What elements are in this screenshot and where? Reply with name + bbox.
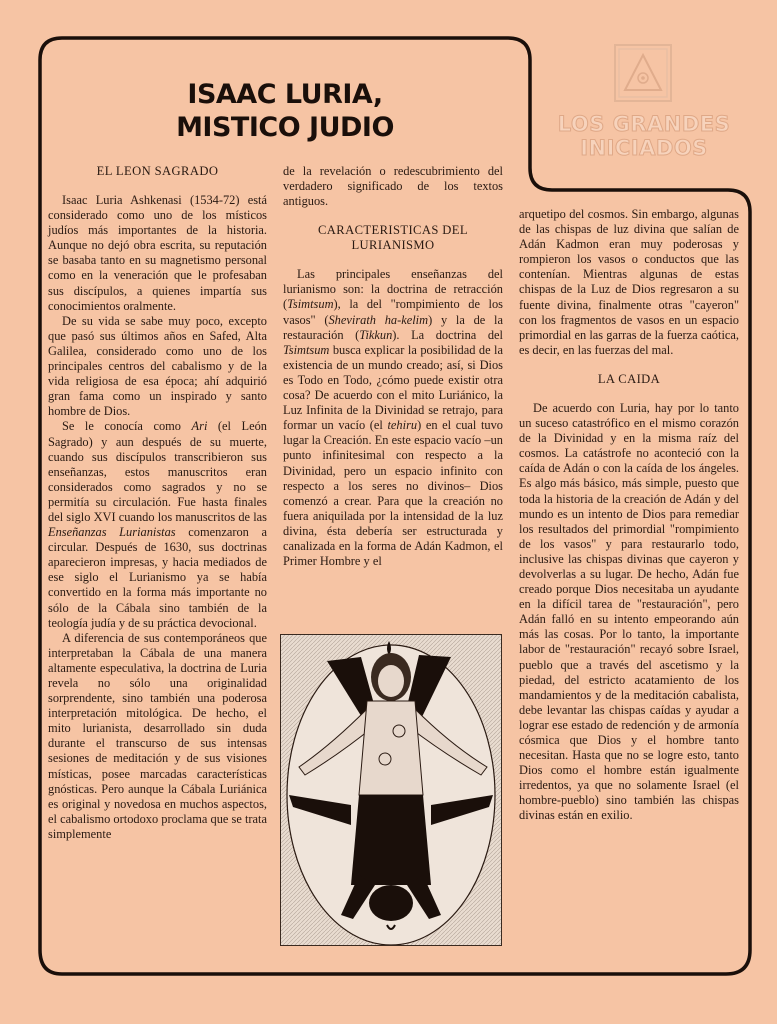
paragraph (48, 419, 267, 630)
paragraph: de la revelación o redescubrimiento del verdadero significado de los textos antiguos. (283, 164, 503, 209)
article-title-line2: MISTICO JUDIO (176, 112, 394, 143)
text-run: ). La doctrina del (392, 327, 503, 342)
emphasis-tsimtsum-2: Tsimtsum (283, 342, 330, 357)
paragraph (283, 267, 503, 569)
section-heading-leon-sagrado: EL LEON SAGRADO (96, 164, 219, 178)
series-title (544, 112, 744, 160)
emphasis-tehiru: tehiru (387, 418, 418, 433)
section-heading-caracteristicas: CARACTERISTICAS DEL LURIANISMO (318, 223, 468, 253)
emphasis-tsimtsum: Tsimtsum (287, 297, 334, 312)
article-title (140, 78, 430, 144)
emphasis-shevirath: Shevirath ha-kelim (328, 312, 429, 327)
text-run: comenzaron a circular. Después de 1630, sus doctrinas aparecieron impresas, y hacia mediados de ese siglo el Lurianismo ya se había convertido en la forma más importante no sólo de la Cábala sino también de la teología judía y de su práctica devocional. (48, 525, 267, 630)
series-title-line1: LOS GRANDES (557, 112, 731, 136)
paragraph: arquetipo del cosmos. Sin embargo, algunas de las chispas de luz divina que salían de Adán Kadmon eran muy poderosas y rompieron los vasos o conductos que las contenían. Mientras algunas de estas chispas de la Luz de Dios regresaron a su fuente divina, finalmente otras "cayeron" con los fragmentos de vasos en un espacio primordial en las garras de la fuerza caótica, es decir, en las fuerzas del mal. (519, 207, 739, 357)
emphasis-ari: Ari (191, 419, 208, 434)
adam-kadmon-figure-illustration (280, 634, 502, 946)
text-run: (el León Sagrado) y aun después de su muerte, cuando sus discípulos transcribieron sus enseñanzas, estos manuscritos eran considerados como sagrados y no se permitía su circulación. Fue hasta finales del siglo XVI cuando los manuscritos de las (48, 419, 267, 524)
series-title-line2: INICIADOS (580, 136, 708, 160)
text-run: busca explicar la posibilidad de la existencia de un mundo creado; así, si Dios es Todo en Todo, ¿cómo puede existir otra cosa? De acuerdo con el mito Luriánico, la Luz Infinita de la Divinidad se retrajo, para formar un vacío (el (283, 342, 503, 433)
paragraph: A diferencia de sus contemporáneos que interpretaban la Cábala de una manera altamente especulativa, la doctrina de Luria revela no sólo una originalidad sorprendente, sino también una poderosa interpretación mitológica. De hecho, el mito lurianista, desarrollado sin duda durante el transcurso de sus intensas sesiones de meditación y de sus visiones místicas, posee marcadas características gnósticas. Pero aunque la Cábala Luriánica es original y novedosa en muchos aspectos, el cabalismo ortodoxo proclama que se trata simplemente (48, 630, 267, 841)
paragraph: De acuerdo con Luria, hay por lo tanto un suceso catastrófico en el mismo corazón de la Divinidad y en la misma raíz del cosmos. La catástrofe no aconteció con la caída de Adán o con la caída de los ángeles. Es algo más básico, más simple, puesto que toda la historia de la creación de Adán y del mundo es un intento de Dios para remediar los resultados del primordial "rompimiento de los vasos" y para restaurarlo todo, inclusive las chispas divinas que cayeron y devolverlas a su lugar. De hecho, Adán fue creado porque Dios necesitaba un ayudante en la difícil tarea de "restauración", pero Adán falló en su intento empeorando aún más las cosas. Por lo tanto, la importante labor de "restauración" recayó sobre Israel, pueblo que a través del ascetismo y la piedad, del estricto acatamiento de los mandamientos y de la meditación cabalista, debe levantar las chispas caídas y ayudar a lograr ese estado de redención y de armonía cósmica que Dios y el hombre tanto necesitan. Hasta que no se logre esto, tanto Dios como el hombre están igualmente irredentos, ya que no solamente Israel (el hombre-pueblo) sino también las chispas divinas están en exilio. (519, 400, 739, 823)
text-run: ), la del "rompimiento de los vasos" ( (283, 297, 503, 327)
column-2 (283, 164, 503, 569)
paragraph: Isaac Luria Ashkenasi (1534-72) está considerado como uno de los místicos judíos más importantes de la historia. Aunque no dejó obra escrita, su reputación se basaba tanto en su magnetismo personal como en la veneración que le profesaban sus discípulos, a quienes impartía sus conocimientos oralmente. (48, 193, 267, 313)
emphasis-ensenanzas: Enseñanzas Lurianistas (48, 525, 176, 540)
text-run: Las principales enseñanzas del lurianismo son: la doctrina de retracción ( (283, 267, 503, 312)
triangle-eye-icon (614, 44, 672, 102)
paragraph: De su vida se sabe muy poco, excepto que pasó sus últimos años en Safed, Alta Galilea, considerado como uno de los principales centros del cabalismo y de la vida religiosa de esa época; ahí adquirió gran fama como un inspirado y santo hombre de Dios. (48, 313, 267, 419)
article-title-line1: ISAAC LURIA, (187, 79, 383, 110)
text-run: Se le conocía como (62, 419, 192, 434)
column-3 (519, 207, 739, 824)
text-run: ) y la de la restauración ( (283, 312, 503, 342)
text-run: ) en el cual tuvo lugar la Creación. En este espacio vacío –un punto infinitesimal con respecto a la Divinidad, pero un espacio infinito con respecto a los seres no divinos– Dios comenzó a crear. Para que la creación no fuera aniquilada por la intensidad de la luz divina, ésta debería ser estructurada y canalizada en la forma de Adán Kadmon, el Primer Hombre y el (283, 418, 503, 569)
emphasis-tikkun: Tikkun (359, 327, 393, 342)
section-heading-la-caida: LA CAIDA (597, 371, 661, 386)
column-1 (48, 164, 267, 842)
